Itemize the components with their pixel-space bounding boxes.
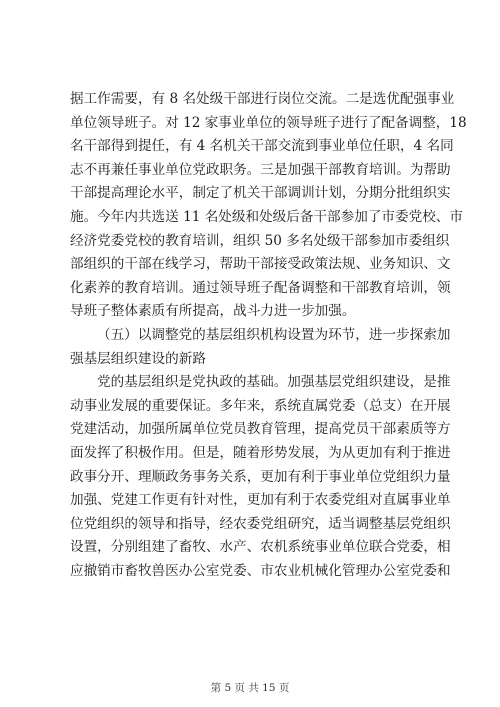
text-line: 应撤销市畜牧兽医办公室党委、市农业机械化管理办公室党委和	[70, 562, 451, 579]
text-line: 部组织的干部在线学习，帮助干部接受政策法规、业务知识、文	[70, 256, 451, 273]
text-line: 动事业发展的重要保证。多年来，系统直属党委（总支）在开展	[70, 397, 451, 414]
text-line: 设置，分别组建了畜牧、水产、农机系统事业单位联合党委，相	[70, 539, 451, 556]
text-line: 经济党委党校的教育培训，组织 50 多名处级干部参加市委组织	[70, 232, 450, 249]
page-number-footer: 第 5 页 共 15 页	[210, 682, 290, 694]
text-line: 志不再兼任事业单位党政职务。三是加强干部教育培训。为帮助	[70, 161, 451, 178]
text-line: 加强、党建工作更有针对性，更加有利于农委党组对直属事业单	[70, 492, 451, 509]
body-text	[70, 88, 467, 583]
text-line: 政事分开、理顺政务事务关系，更加有利于事业单位党组织力量	[70, 468, 451, 485]
section-heading-line: 强基层组织建设的新路	[70, 350, 206, 367]
text-line: 导班子整体素质有所提高，战斗力进一步加强。	[70, 303, 356, 320]
text-line: 面发挥了积极作用。但是，随着形势发展，为从更加有利于推进	[70, 444, 451, 461]
text-line: 化素养的教育培训。通过领导班子配备调整和干部教育培训，领	[70, 279, 451, 296]
text-line: 名干部得到提任，有 4 名机关干部交流到事业单位任职，4 名同	[70, 138, 454, 155]
text-line: 干部提高理论水平，制定了机关干部调训计划，分期分批组织实	[70, 185, 451, 202]
text-line: 施。今年内共选送 11 名处级和处级后备干部参加了市委党校、市	[70, 208, 463, 225]
section-heading-line: （五）以调整党的基层组织机构设置为环节，进一步探索加	[97, 326, 451, 343]
text-line: 据工作需要，有 8 名处级干部进行岗位交流。二是选优配强事业	[70, 91, 455, 107]
text-line: 党的基层组织是党执政的基础。加强基层党组织建设，是推	[97, 374, 451, 391]
text-line: 单位领导班子。对 12 家事业单位的领导班子进行了配备调整，18	[70, 114, 467, 131]
text-line: 位党组织的领导和指导，经农委党组研究，适当调整基层党组织	[70, 515, 451, 532]
text-line: 党建活动，加强所属单位党员教育管理，提高党员干部素质等方	[70, 421, 451, 438]
